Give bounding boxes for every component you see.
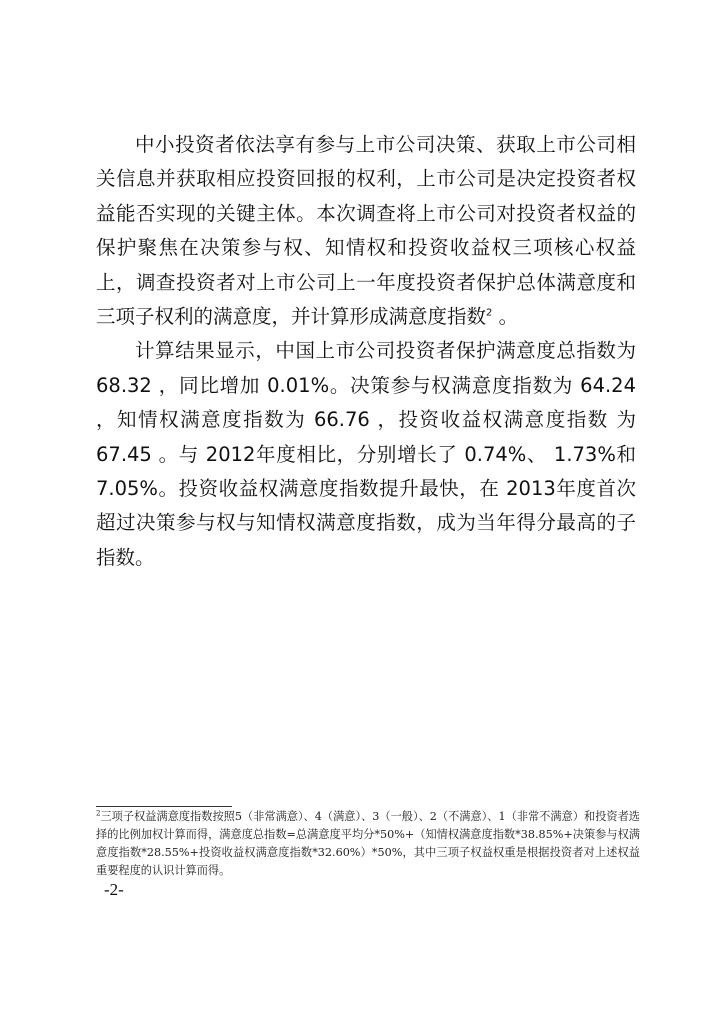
footnote <box>96 808 640 880</box>
paragraph-2 <box>96 334 636 575</box>
paragraph-2-text: 计算结果显示，中国上市公司投资者保护满意度总指数为 68.32 ，同比增加 0.01%。决策参与权满意度指数为 64.24 ，知情权满意度指数为 66.76 ，投资收益权满意度指数 为 67.45 。与 2012年度相比，分别增长了 0.74%、 1.73%和 7.05%。投资收益权满意度指数提升最快，在 2013年度首次超过决策参与权与知情权满意度指数，成为当年得分最高的子指数。 <box>96 339 636 569</box>
footnote-text: 三项子权益满意度指数按照5（非常满意）、4（满意）、3（一般）、2（不满意）、1（非常不满意）和投资者选择的比例加权计算而得，满意度总指数=总满意度平均分*50%+（知情权满意度指数*38.85%+决策参与权满意度指数*28.55%+投资收益权满意度指数*32.60%）*50%，其中三项子权益权重是根据投资者对上述权益重要程度的认识计算而得。 <box>96 810 640 877</box>
footnote-mark: 2 <box>96 809 101 818</box>
footnote-divider <box>96 806 232 807</box>
paragraph-1-text: 中小投资者依法享有参与上市公司决策、获取上市公司相关信息并获取相应投资回报的权利，上市公司是决定投资者权益能否实现的关键主体。本次调查将上市公司对投资者权益的保护聚焦在决策参与权、知情权和投资收益权三项核心权益上，调查投资者对上市公司上一年度投资者保护总体满意度和三项子权利的满意度，并计算形成满意度指数 <box>96 133 636 329</box>
footnote-reference: 2 <box>486 307 493 319</box>
page-number: -2- <box>104 880 124 899</box>
paragraph-1-tail: 。 <box>492 305 519 329</box>
paragraph-1 <box>96 128 636 334</box>
body-text <box>96 128 636 575</box>
